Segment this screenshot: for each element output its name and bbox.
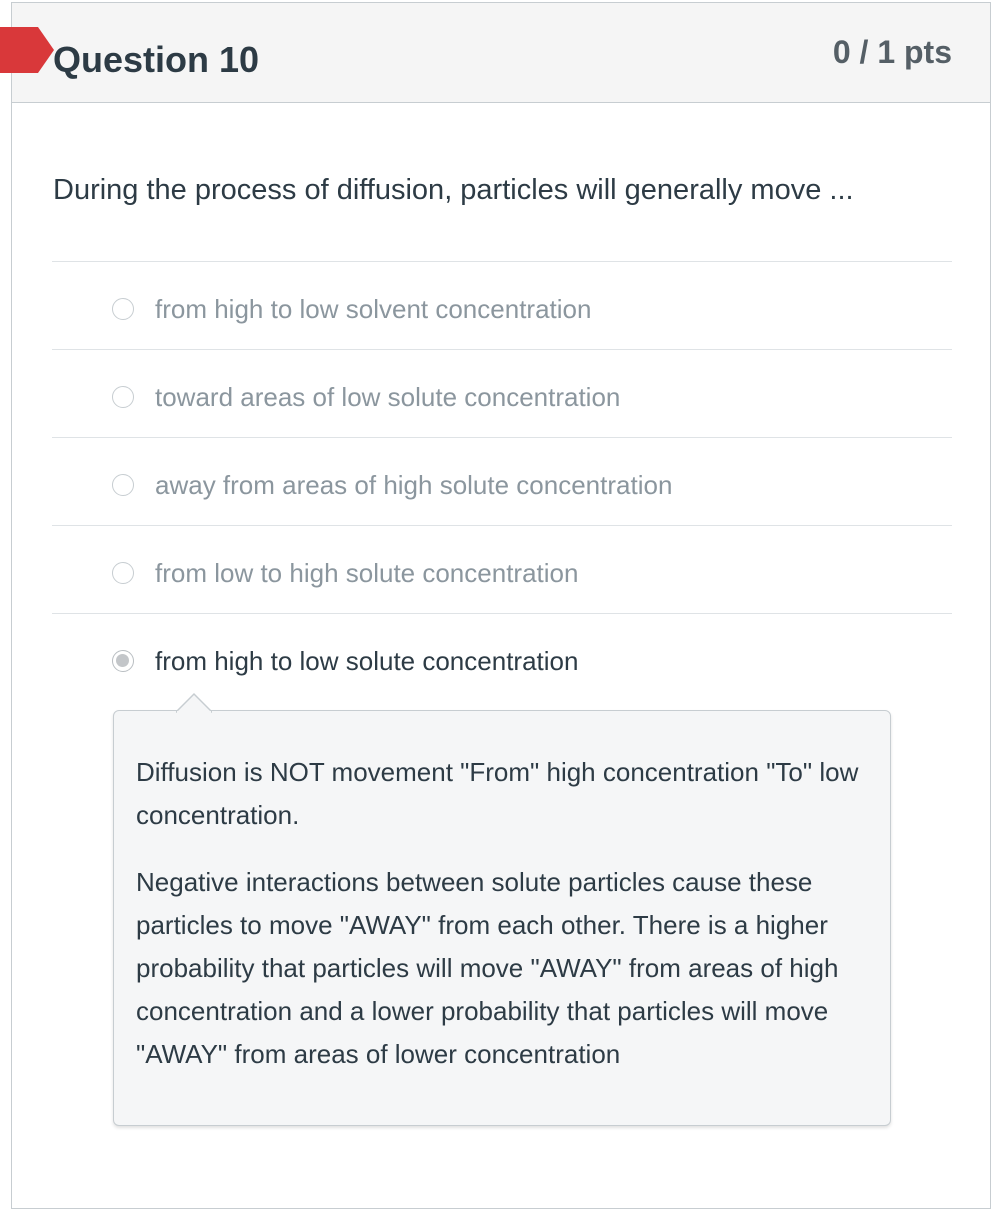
incorrect-flag-icon bbox=[0, 23, 54, 77]
question-text: During the process of diffusion, particles will generally move ... bbox=[53, 174, 854, 206]
question-points: 0 / 1 pts bbox=[832, 34, 952, 70]
question-header bbox=[12, 3, 990, 103]
answer-label: from high to low solvent concentration bbox=[155, 294, 592, 324]
answer-radio bbox=[112, 474, 134, 496]
feedback-paragraph: Negative interactions between solute particles cause these particles to move "AWAY" from each other. There is a higher probability that particles will move "AWAY" from areas of high concentration and a lower probability that particles will move "AWAY" from areas of lower concentration bbox=[136, 867, 839, 1069]
feedback-pointer bbox=[176, 677, 212, 713]
question-title: Question 10 bbox=[53, 39, 260, 80]
answer-label: from high to low solute concentration bbox=[155, 646, 579, 676]
answer-label: toward areas of low solute concentration bbox=[155, 382, 621, 412]
feedback-text bbox=[136, 751, 866, 1100]
answer-label: away from areas of high solute concentration bbox=[155, 470, 673, 500]
answer-radio bbox=[112, 298, 134, 320]
answer-option bbox=[52, 525, 952, 613]
answer-radio-checked bbox=[112, 650, 134, 672]
answer-option bbox=[52, 261, 952, 349]
answer-option bbox=[52, 349, 952, 437]
question-card bbox=[11, 2, 991, 1209]
answer-radio bbox=[112, 386, 134, 408]
answer-list bbox=[52, 261, 952, 703]
answer-feedback bbox=[113, 710, 891, 1126]
answer-radio bbox=[112, 562, 134, 584]
answer-option bbox=[52, 437, 952, 525]
answer-label: from low to high solute concentration bbox=[155, 558, 579, 588]
feedback-paragraph: Diffusion is NOT movement "From" high concentration "To" low concentration. bbox=[136, 757, 859, 830]
